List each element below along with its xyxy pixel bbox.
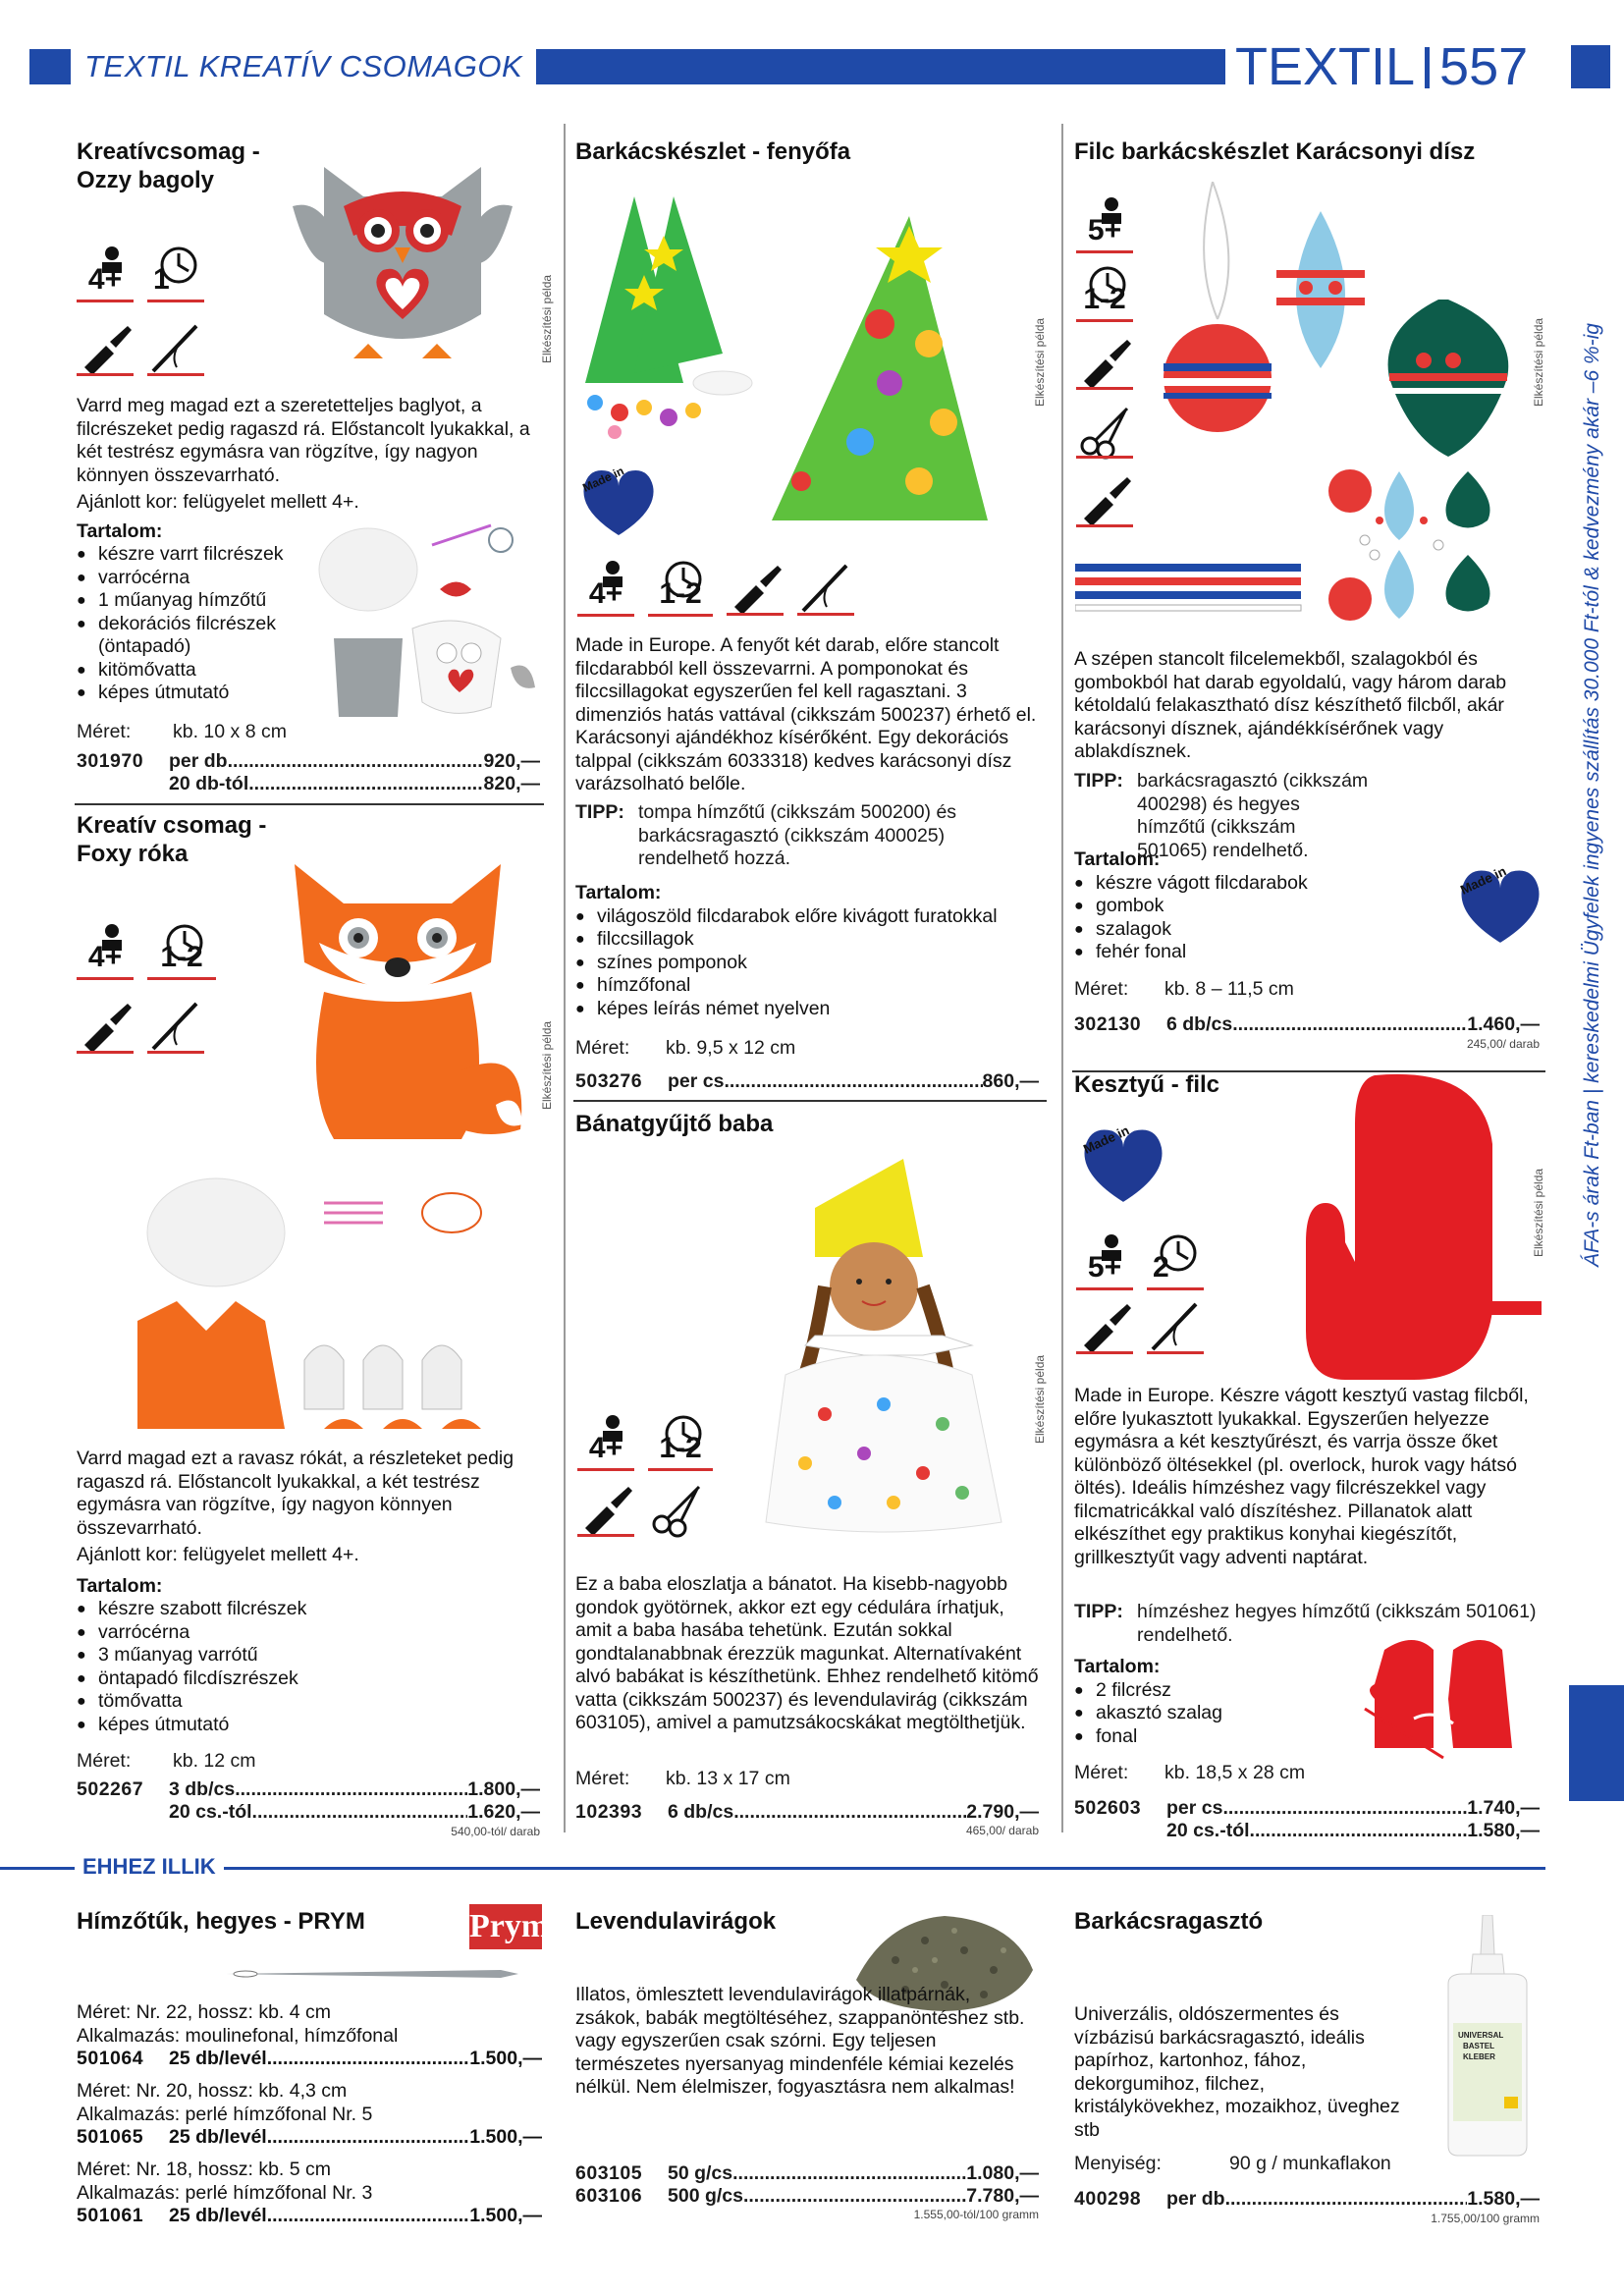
list-item: ● öntapadó filcdíszrészek: [77, 1667, 548, 1691]
made-in-label: Made in: [1081, 1122, 1132, 1157]
glove-title: Kesztyű - filc: [1074, 1071, 1220, 1098]
ornament-title: Filc barkácskészlet Karácsonyi dísz: [1074, 138, 1476, 165]
item-code: [77, 773, 169, 795]
tree-title: Barkácskészlet - fenyőfa: [575, 138, 851, 165]
list-item: ● fonal: [1074, 1725, 1310, 1749]
size-label: Méret:: [575, 1768, 630, 1789]
owl-kit-image: [314, 520, 540, 727]
divider-tree-doll: [573, 1100, 1047, 1102]
owl-size: [77, 721, 371, 743]
glove-time: 2: [1153, 1251, 1169, 1284]
owl-contents-label: Tartalom:: [77, 519, 163, 542]
price-row: [575, 1801, 1039, 1824]
quantity-value: 90 g / munkaflakon: [1229, 2153, 1391, 2174]
owl-sample-note: Elkészítési példa: [540, 274, 554, 363]
doll-sample-note: Elkészítési példa: [1033, 1354, 1047, 1444]
price-row: [1074, 1797, 1540, 1820]
item-code: [77, 1801, 169, 1824]
ornament-contents-label: Tartalom:: [1074, 848, 1161, 870]
tip-text: tompa hímzőtű (cikkszám 500200) és barkácsragasztó (cikkszám 400025) rendelhető hozzá.: [638, 801, 957, 869]
list-item: ● készre varrt filcrészek: [77, 543, 312, 567]
related-divider: [0, 1867, 1545, 1870]
list-item: ● dekorációs filcrészek (öntapadó): [77, 613, 312, 659]
scissors-icon: [1076, 403, 1133, 460]
item-qty: 6 db/cs.: [1166, 1013, 1238, 1035]
item-price: 1.500,—: [469, 2126, 542, 2148]
item-code: 603106: [575, 2185, 643, 2207]
tip-label: TIPP:: [1074, 1601, 1123, 1622]
list-item: ● filccsillagok: [575, 928, 1039, 952]
age-icon: [1076, 196, 1133, 253]
glove-sample-note: Elkészítési példa: [1532, 1168, 1545, 1257]
list-item: ● színes pomponok: [575, 952, 1039, 975]
needles-list: [77, 2001, 542, 2227]
age-icon: [77, 923, 134, 980]
tree-time: 1-2: [659, 577, 702, 610]
owl-age-note: Ajánlott kor: felügyelet mellett 4+.: [77, 491, 359, 513]
tree-icons: [577, 560, 854, 617]
doll-desc-text: Ez a baba eloszlatja a bánatot. Ha kisebb-nagyobb gondok gyötörnek, akkor ezt egy cédulára írhatjuk, amit a baba hasába tehetünk. Ezután sokkal gondtalanabbnak érezzük magunkat. Alternatívaként alvó babákat is készíthetünk. Ehhez rendelhető kitömő vatta (cikkszám 500237) és levendulavirág (cikkszám 603105), amivel a pamutzsákocskákat megtölthetjük.: [575, 1573, 1039, 1733]
item-price: 1.740,—: [1467, 1797, 1540, 1819]
tree-desc-text: Made in Europe. A fenyőt két darab, előre stancolt filcdarabból kell összevarrni. A pomponokat és filccsillagokat egyszerűen fel kell ragasztani. 3 dimenziós hatás vattával (cikkszám 500237) érhető el. Karácsonyi ajándékhoz kísérőként. Egy dekorációs talppal (cikkszám 6033318) kedves karácsonyi dísz varázsolható belőle.: [575, 634, 1037, 794]
fox-description: [77, 1448, 548, 1736]
item-price: 1.800,—: [467, 1778, 540, 1800]
made-in-label: Made in: [1458, 863, 1509, 898]
item-price: 820,—: [483, 773, 540, 794]
item-price: 1.500,—: [469, 2205, 542, 2226]
column-divider-2: [1061, 124, 1063, 1832]
glue-price-block: [1074, 2188, 1540, 2211]
tip-label: TIPP:: [1074, 770, 1123, 792]
item-price: 1.500,—: [469, 2048, 542, 2069]
made-in-europe-heart: [574, 462, 663, 540]
clock-icon: [1147, 1233, 1204, 1290]
ornament-icons: [1076, 196, 1133, 528]
fox-kit-image: [118, 1174, 530, 1439]
item-price: 1.580,—: [1467, 2188, 1540, 2210]
list-item: ● szalagok: [1074, 918, 1369, 942]
price-row: [575, 2185, 1039, 2208]
size-value: kb. 18,5 x 28 cm: [1164, 1762, 1306, 1783]
item-price: 1.080,—: [966, 2162, 1039, 2184]
price-row: [77, 1778, 540, 1801]
glue-desc-text: Univerzális, oldószermentes és vízbázisú barkácsragasztó, ideális papírhoz, kartonhoz, fához, dekorgumihoz, filchez, kristálykövekhez, mozaikhoz, üveghez stb: [1074, 2003, 1400, 2141]
price-row: [1074, 1013, 1540, 1036]
list-item: ● 3 műanyag varrótű: [77, 1644, 548, 1667]
ornament-desc-text: A szépen stancolt filcelemekből, szalagokból és gombokból hat darab egyoldalú, vagy három darab kétoldalú felakasztható dísz készíthető filcből, akár karácsonyi dísznek, ajándékkísérőnek vagy ablakdísznek.: [1074, 648, 1507, 762]
fox-price-block: [77, 1778, 540, 1824]
fox-desc-text: Varrd magad ezt a ravasz rókát, a részleteket pedig ragaszd rá. Előstancolt lyukakkal, a két testrész egymásra van rögzítve, így nagyon könnyen összevarrható.: [77, 1448, 514, 1539]
fox-contents-label: Tartalom:: [77, 1574, 163, 1597]
owl-title: [77, 137, 260, 194]
item-code: 501061: [77, 2205, 144, 2226]
ornament-time: 1-2: [1083, 283, 1126, 315]
bottle-label-line2: BASTEL: [1463, 2042, 1494, 2050]
fox-size: [77, 1750, 371, 1773]
bottle-label-line3: KLEBER: [1463, 2052, 1495, 2061]
size-value: kb. 9,5 x 12 cm: [666, 1037, 796, 1059]
tree-contents-list: [575, 905, 1039, 1021]
list-item: ● akasztó szalag: [1074, 1702, 1310, 1725]
glue-title: Barkácsragasztó: [1074, 1908, 1264, 1935]
glue-description: [1074, 2003, 1408, 2142]
glue-icon: [577, 1481, 634, 1538]
tree-price-block: [575, 1070, 1039, 1093]
doll-title: Bánatgyűjtő baba: [575, 1111, 774, 1137]
list-item: ● varrócérna: [77, 567, 312, 590]
fox-contents-list: [77, 1598, 548, 1736]
price-row: [77, 2126, 542, 2149]
needle-icon: [797, 560, 854, 617]
tree-contents: [575, 882, 1039, 1020]
owl-tool-icons: [77, 320, 204, 377]
size-label: Méret:: [1074, 1762, 1129, 1783]
item-code: 503276: [575, 1070, 643, 1092]
item-code: 603105: [575, 2162, 643, 2184]
lavender-title: Levendulavirágok: [575, 1908, 777, 1935]
clock-icon: [648, 560, 713, 617]
price-row: [1074, 1820, 1540, 1842]
owl-image: [285, 137, 520, 373]
doll-price-block: [575, 1801, 1039, 1824]
ornament-description: [1074, 648, 1542, 764]
clock-icon: [147, 246, 204, 302]
glove-contents-list: [1074, 1679, 1310, 1749]
made-in-europe-heart: [1451, 860, 1549, 949]
fox-time: 1-2: [160, 941, 203, 973]
ornament-price-block: [1074, 1013, 1540, 1036]
price-row: [77, 1801, 540, 1824]
clock-icon: [648, 1414, 713, 1471]
item-qty: per cs.: [1166, 1797, 1228, 1819]
item-qty: 25 db/levél: [169, 2205, 267, 2226]
doll-tool-icons: [577, 1481, 705, 1538]
side-notice: ÁFA-s árak Ft-ban | kereskedelmi Ügyfelek ingyenes szállítás 30.000 Ft-tól & kedvezmény akár –6 %-ig: [1581, 323, 1603, 1267]
owl-price-block: [77, 750, 540, 795]
price-row: [1074, 2188, 1540, 2211]
age-icon: [1076, 1233, 1133, 1290]
glove-price-block: [1074, 1797, 1540, 1842]
item-qty: 500 g/cs.: [668, 2185, 749, 2207]
list-item: ● gombok: [1074, 895, 1369, 918]
item-price: 1.580,—: [1467, 1820, 1540, 1841]
prym-logo: Prym: [469, 1904, 542, 1949]
item-qty: 20 db-tól: [169, 773, 249, 794]
item-price: 1.460,—: [1467, 1013, 1540, 1035]
needle-icon: [147, 998, 204, 1055]
item-code: 301970: [77, 750, 144, 772]
list-item: ● képes útmutató: [77, 682, 312, 705]
list-item: ● 2 filcrész: [1074, 1679, 1310, 1703]
list-item: ● varrócérna: [77, 1621, 548, 1645]
item-code: [1074, 1820, 1166, 1842]
glue-bottle-image: [1434, 1915, 1542, 2160]
ornament-image: [1154, 182, 1527, 466]
needle-size: Méret: Nr. 22, hossz: kb. 4 cm: [77, 2001, 332, 2023]
tree-sample-note: Elkészítési példa: [1033, 317, 1047, 407]
glue-icon: [1076, 1298, 1133, 1355]
title-separator: [1425, 47, 1430, 88]
price-row: [77, 750, 540, 773]
needle-item-1: [77, 2001, 542, 2070]
side-tab: [1569, 1685, 1624, 1801]
tree-tip: [575, 801, 1039, 871]
tree-size: [575, 1037, 870, 1060]
tree-description: [575, 634, 1039, 796]
item-code: 502603: [1074, 1797, 1142, 1819]
tip-text: barkácsragasztó (cikkszám 400298) és hegyes hímzőtű (cikkszám 501065) rendelhető.: [1137, 770, 1369, 861]
tip-label: TIPP:: [575, 801, 624, 823]
category-title: TEXTIL: [1235, 37, 1416, 96]
doll-image: [746, 1149, 1041, 1542]
glove-icons: [1076, 1233, 1204, 1290]
item-qty: 25 db/levél: [169, 2126, 267, 2148]
divider-owl-fox: [75, 803, 544, 805]
ornament-size: [1074, 978, 1369, 1001]
list-item: ● tömővatta: [77, 1690, 548, 1714]
item-code: 501064: [77, 2048, 144, 2069]
glue-icon: [77, 998, 134, 1055]
glue-icon: [727, 560, 784, 617]
ornament-age: 5+: [1087, 214, 1122, 246]
size-label: Méret:: [77, 1750, 132, 1772]
glove-description: [1074, 1385, 1542, 1569]
item-code: 501065: [77, 2126, 144, 2148]
fox-icons: [77, 923, 216, 980]
fox-age-note: Ajánlott kor: felügyelet mellett 4+.: [77, 1544, 359, 1565]
owl-title-line2: Ozzy bagoly: [77, 167, 215, 193]
list-item: ● készre szabott filcrészek: [77, 1598, 548, 1621]
needle-icon: [1147, 1298, 1204, 1355]
size-label: Méret:: [575, 1037, 630, 1059]
ornament-contents: [1074, 848, 1369, 964]
fox-unit-price: 540,00-tól/ darab: [451, 1825, 540, 1838]
fox-age: 4+: [87, 941, 123, 973]
tree-contents-label: Tartalom:: [575, 882, 662, 903]
ornament-contents-list: [1074, 872, 1369, 964]
doll-age: 4+: [588, 1432, 623, 1464]
glove-contents: [1074, 1656, 1310, 1748]
list-item: ● képes leírás német nyelven: [575, 998, 1039, 1021]
glove-age: 5+: [1087, 1251, 1122, 1284]
price-row: [575, 1070, 1039, 1093]
clock-icon: [1076, 265, 1133, 322]
needle-item-3: [77, 2159, 542, 2227]
fox-sample-note: Elkészítési példa: [540, 1020, 554, 1110]
fox-image: [265, 845, 530, 1149]
age-icon: [577, 1414, 634, 1471]
needle-image: [226, 1964, 520, 1984]
list-item: ● kitömővatta: [77, 659, 312, 683]
item-qty: per db: [169, 750, 228, 772]
glove-tool-icons: [1076, 1298, 1204, 1355]
lavender-price-block: [575, 2162, 1039, 2208]
doll-description: [575, 1573, 1039, 1735]
clock-icon: [147, 923, 216, 980]
lavender-desc-text: Illatos, ömlesztett levendulavirágok illatpárnák, zsákok, babák megtöltéséhez, szappanöntéshez stb. vagy egyszerűen csak szórni. Egy teljesen természetes nyersanyag mindenféle kémiai kezelés nélkül. Nem élelmiszer, fogyasztásra nem alkalmas!: [575, 1984, 1025, 2098]
related-heading: EHHEZ ILLIK: [75, 1854, 224, 1880]
size-value: kb. 10 x 8 cm: [173, 721, 287, 742]
glue-icon: [1076, 471, 1133, 528]
needles-title: Hímzőtűk, hegyes - PRYM: [77, 1908, 365, 1935]
page-number: 557: [1439, 37, 1529, 96]
doll-time: 1-2: [659, 1432, 702, 1464]
age-icon: [77, 246, 134, 302]
size-value: kb. 12 cm: [173, 1750, 256, 1772]
owl-icons: [77, 246, 204, 302]
needle-usage: Alkalmazás: perlé hímzőfonal Nr. 3: [77, 2181, 373, 2204]
owl-age: 4+: [87, 263, 123, 296]
glove-desc-text: Made in Europe. Készre vágott kesztyű vastag filcből, előre lyukasztott lyukakkal. Egyszerűen helyezze egymásra a két kesztyűrészt, és varrja össze őket különböző öltésekkel (pl. overlock, hurok vagy hátsó öltés). Ideális hímzéshez vagy filcrészekkel vagy filcmatricákkal való díszítéshez. Pillanatok alatt elkészíthet egy praktikus konyhai kiegészítőt, grillkesztyűt vagy adventi naptárat.: [1074, 1385, 1529, 1568]
section-title: TEXTIL KREATÍV CSOMAGOK: [71, 47, 536, 86]
glue-icon: [1076, 334, 1133, 391]
item-qty: per db: [1166, 2188, 1225, 2210]
glove-image: [1286, 1066, 1551, 1390]
bottle-label-line1: UNIVERSAL: [1458, 2031, 1504, 2040]
item-qty: per cs.: [668, 1070, 730, 1092]
price-row: [575, 2162, 1039, 2185]
list-item: ● 1 műanyag hímzőtű: [77, 589, 312, 613]
item-price: 7.780,—: [966, 2185, 1039, 2207]
size-value: kb. 13 x 17 cm: [666, 1768, 790, 1789]
lavender-unit-price: 1.555,00-tól/100 gramm: [913, 2208, 1039, 2221]
owl-desc-text: Varrd meg magad ezt a szeretetteljes baglyot, a filcrészeket pedig ragaszd rá. Előstancolt lyukakkal, a két testrész egymásra van rögzítve, így nagyon könnyen összevarrható.: [77, 395, 530, 486]
list-item: ● készre vágott filcdarabok: [1074, 872, 1369, 896]
item-qty: 20 cs.-tól: [1166, 1820, 1250, 1841]
doll-size: [575, 1768, 870, 1790]
doll-icons: [577, 1414, 713, 1471]
glue-unit-price: 1.755,00/100 gramm: [1431, 2212, 1540, 2225]
item-price: 1.620,—: [467, 1801, 540, 1823]
glue-icon: [77, 320, 134, 377]
needle-usage: Alkalmazás: perlé hímzőfonal Nr. 5: [77, 2103, 373, 2125]
quantity-label: Menyiség:: [1074, 2153, 1162, 2174]
fox-title-line1: Kreatív csomag -: [77, 812, 267, 839]
price-row: [77, 2205, 542, 2227]
list-item: ● fehér fonal: [1074, 941, 1369, 964]
item-price: 860,—: [982, 1070, 1039, 1092]
item-price: 2.790,—: [966, 1801, 1039, 1823]
tree-age: 4+: [588, 577, 623, 610]
ornament-sample-note: Elkészítési példa: [1532, 317, 1545, 407]
owl-title-line1: Kreatívcsomag -: [77, 138, 260, 165]
item-qty: 25 db/levél: [169, 2048, 267, 2069]
glue-quantity: [1074, 2153, 1506, 2175]
fox-tool-icons: [77, 998, 204, 1055]
owl-contents-list: [77, 543, 312, 705]
size-label: Méret:: [1074, 978, 1129, 1000]
size-value: kb. 8 – 11,5 cm: [1164, 978, 1294, 1000]
item-price: 920,—: [483, 750, 540, 772]
item-qty: 20 cs.-tól: [169, 1801, 252, 1823]
needle-size: Méret: Nr. 20, hossz: kb. 4,3 cm: [77, 2080, 348, 2102]
list-item: ● hímzőfonal: [575, 974, 1039, 998]
list-item: ● képes útmutató: [77, 1714, 548, 1737]
list-item: ● világoszöld filcdarabok előre kivágott furatokkal: [575, 905, 1039, 929]
page-heading: [1225, 39, 1538, 94]
price-row: [77, 773, 540, 795]
glove-kit-image: [1355, 1630, 1532, 1777]
item-qty: 3 db/cs.: [169, 1778, 241, 1800]
lavender-description: [575, 1984, 1037, 2100]
glove-contents-label: Tartalom:: [1074, 1656, 1161, 1677]
item-code: 102393: [575, 1801, 643, 1823]
item-code: 502267: [77, 1778, 144, 1800]
item-qty: 50 g/cs.: [668, 2162, 738, 2184]
size-label: Méret:: [77, 721, 132, 742]
ornament-unit-price: 245,00/ darab: [1466, 1037, 1540, 1051]
scissors-icon: [648, 1481, 705, 1538]
age-icon: [577, 560, 634, 617]
fox-title-line2: Foxy róka: [77, 841, 189, 867]
item-code: 400298: [1074, 2188, 1142, 2210]
needle-size: Méret: Nr. 18, hossz: kb. 5 cm: [77, 2159, 332, 2180]
owl-time: 1: [153, 263, 170, 296]
needle-usage: Alkalmazás: moulinefonal, hímzőfonal: [77, 2024, 399, 2047]
item-qty: 6 db/cs.: [668, 1801, 739, 1823]
doll-unit-price: 465,00/ darab: [965, 1824, 1039, 1837]
column-divider-1: [564, 124, 566, 1832]
tip-text: hímzéshez hegyes hímzőtű (cikkszám 501061) rendelhető.: [1137, 1601, 1537, 1646]
ornament-kit-image: [1075, 462, 1556, 629]
needle-icon: [147, 320, 204, 377]
fox-title: [77, 811, 266, 868]
glove-size: [1074, 1762, 1369, 1784]
item-code: 302130: [1074, 1013, 1142, 1035]
price-row: [77, 2048, 542, 2070]
made-in-europe-heart: [1074, 1120, 1172, 1208]
made-in-label: Made in: [580, 464, 626, 495]
needle-item-2: [77, 2080, 542, 2149]
